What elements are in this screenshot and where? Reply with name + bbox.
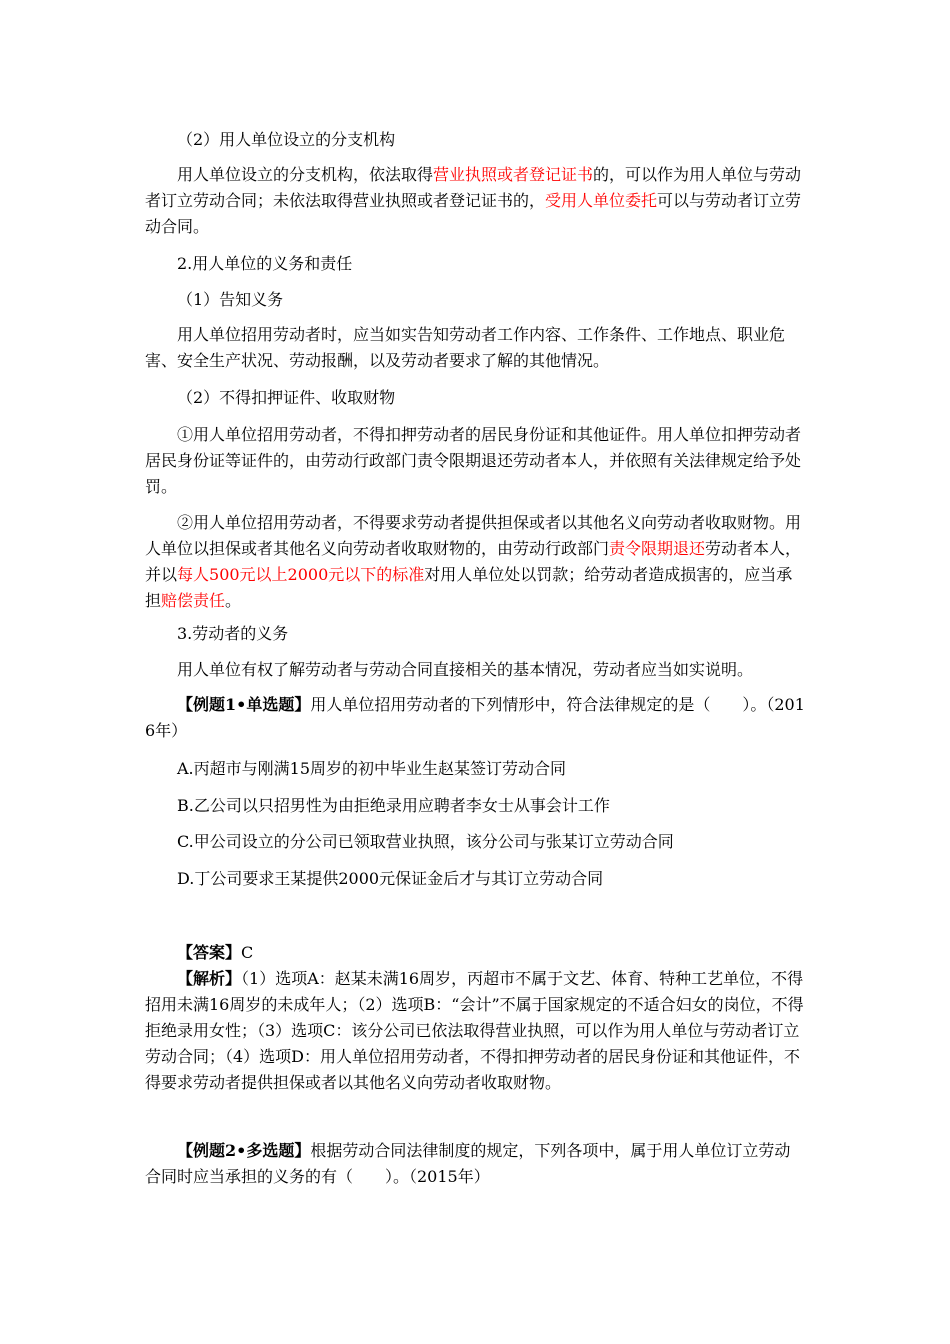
no-detain-heading: （2）不得扣押证件、收取财物	[177, 388, 396, 407]
branch-heading: （2）用人单位设立的分支机构	[177, 130, 396, 149]
item2-text-b: 劳动者本人，并以	[145, 539, 802, 584]
branch-paragraph	[145, 162, 805, 240]
item2-text-d: 。	[225, 591, 242, 610]
inform-paragraph: 用人单位招用劳动者时，应当如实告知劳动者工作内容、工作条件、工作地点、职业危害、安全生产状况、劳动报酬，以及劳动者要求了解的其他情况。	[145, 325, 786, 370]
example2-tag: 【例题2•多选题】	[177, 1141, 311, 1160]
example1-option-c: C.甲公司设立的分公司已领取营业执照，该分公司与张某订立劳动合同	[177, 832, 674, 851]
inform-heading: （1）告知义务	[177, 290, 284, 309]
example1-question-text: 用人单位招用劳动者的下列情形中，符合法律规定的是（ ）。（2016年）	[145, 695, 805, 740]
branch-text-3: 可以与劳动者订立劳动合同。	[145, 191, 802, 236]
worker-paragraph: 用人单位有权了解劳动者与劳动合同直接相关的基本情况，劳动者应当如实说明。	[177, 660, 754, 679]
example1-option-a: A.丙超市与刚满15周岁的初中毕业生赵某签订劳动合同	[177, 759, 567, 778]
branch-highlight-license: 营业执照或者登记证书	[433, 165, 594, 184]
analysis-tag: 【解析】	[177, 969, 242, 988]
example1-answer	[145, 940, 805, 966]
example2-question-text: 根据劳动合同法律制度的规定，下列各项中，属于用人单位订立劳动合同时应当承担的义务的有（ ）。（2015年）	[145, 1141, 791, 1186]
no-detain-item-1: ①用人单位招用劳动者，不得扣押劳动者的居民身份证和其他证件。用人单位扣押劳动者居民身份证等证件的，由劳动行政部门责令限期退还劳动者本人，并依照有关法律规定给予处罚。	[145, 425, 802, 496]
item2-highlight-fine: 每人500元以上2000元以下的标准	[177, 565, 425, 584]
example1-option-d: D.丁公司要求王某提供2000元保证金后才与其订立劳动合同	[177, 869, 604, 888]
answer-value: C	[241, 943, 254, 962]
no-detain-item-2	[145, 510, 805, 614]
duties-heading: 2.用人单位的义务和责任	[177, 254, 353, 273]
branch-text-1: 用人单位设立的分支机构，依法取得	[177, 165, 434, 184]
item2-highlight-liability: 赔偿责任	[161, 591, 226, 610]
item2-highlight-return: 责令限期退还	[609, 539, 706, 558]
answer-tag: 【答案】	[177, 943, 242, 962]
example2-question	[145, 1138, 805, 1190]
branch-highlight-entrusted: 受用人单位委托	[545, 191, 658, 210]
analysis-text: （1）选项A：赵某未满16周岁，丙超市不属于文艺、体育、特种工艺单位，不得招用未满16周岁的未成年人；（2）选项B：“会计”不属于国家规定的不适合妇女的岗位，不得拒绝录用女性；（3）选项C：该分公司已依法取得营业执照，可以作为用人单位与劳动者订立劳动合同；（4）选项D：用人单位招用劳动者，不得扣押劳动者的居民身份证和其他证件，不得要求劳动者提供担保或者以其他名义向劳动者收取财物。	[145, 969, 804, 1092]
item2-text-c: 对用人单位处以罚款；给劳动者造成损害的，应当承担	[145, 565, 793, 610]
example1-tag: 【例题1•单选题】	[177, 695, 311, 714]
item2-text-a: ②用人单位招用劳动者，不得要求劳动者提供担保或者以其他名义向劳动者收取财物。用人单位以担保或者其他名义向劳动者收取财物的，由劳动行政部门	[145, 513, 802, 558]
example1-analysis	[145, 966, 805, 1096]
example1-option-b: B.乙公司以只招男性为由拒绝录用应聘者李女士从事会计工作	[177, 796, 610, 815]
example1-question	[145, 692, 805, 744]
branch-text-2: 的，可以作为用人单位与劳动者订立劳动合同；未依法取得营业执照或者登记证书的，	[145, 165, 802, 210]
worker-heading: 3.劳动者的义务	[177, 624, 289, 643]
